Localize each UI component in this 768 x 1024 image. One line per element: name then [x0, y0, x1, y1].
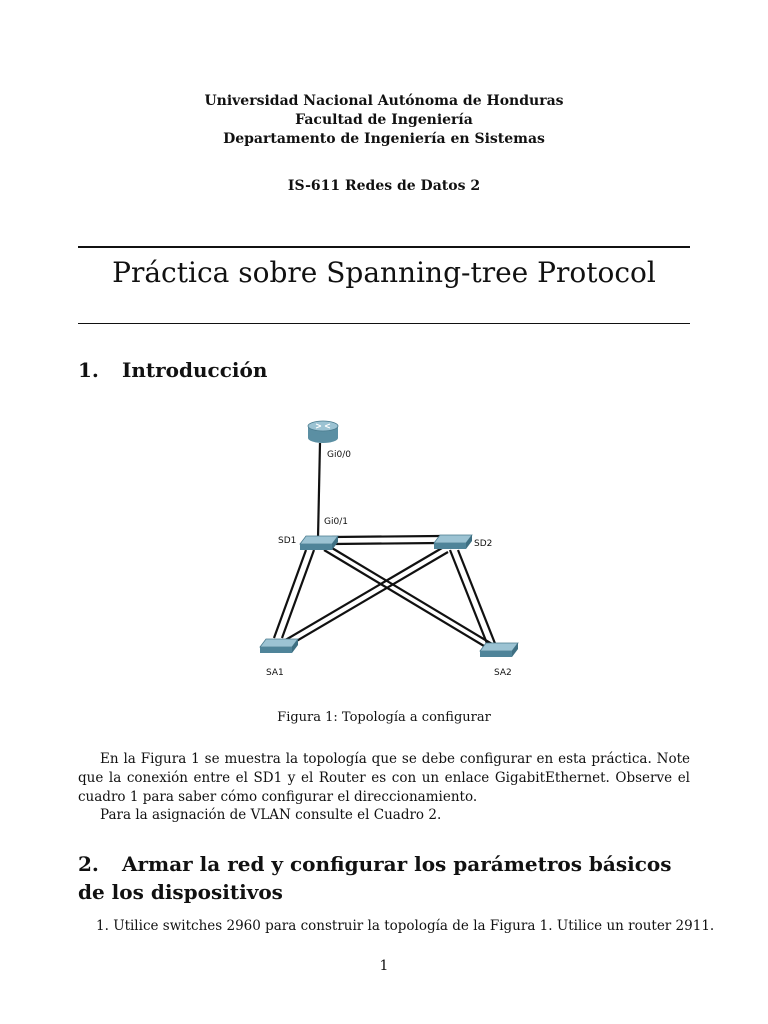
- label-sd1-port: Gi0/1: [324, 517, 348, 527]
- paragraph: Para la asignación de VLAN consulte el Cuadro 2.: [100, 807, 442, 823]
- section-number: 2.: [78, 852, 99, 876]
- label-sd2: SD2: [474, 539, 493, 549]
- switch-sd1-icon: [300, 536, 338, 550]
- ordered-list: [96, 918, 714, 934]
- list-text: Utilice switches 2960 para construir la topología de la Figura 1. Utilice un router 2911.: [113, 918, 715, 934]
- document-header: [0, 92, 768, 149]
- section-number: 1.: [78, 358, 99, 382]
- university-name: Universidad Nacional Autónoma de Honduras: [204, 93, 564, 109]
- list-item: [96, 918, 714, 934]
- label-router-port: Gi0/0: [327, 450, 351, 460]
- switch-sd2-icon: [434, 535, 472, 549]
- title-rule-top: [78, 246, 690, 248]
- router-icon: [308, 421, 338, 443]
- section-armar-red: [78, 850, 698, 906]
- switch-sa1-icon: [260, 639, 298, 653]
- section-title: Armar la red y configurar los parámetros básicos de los dispositivos: [78, 852, 672, 904]
- label-sa1: SA1: [266, 668, 284, 678]
- label-sd1: SD1: [278, 536, 297, 546]
- faculty-name: Facultad de Ingeniería: [295, 112, 473, 128]
- title-rule-bottom: [78, 323, 690, 324]
- section-title: Introducción: [122, 358, 268, 382]
- figure-caption: Figura 1: Topología a configurar: [277, 710, 491, 725]
- topology-figure: [250, 410, 540, 700]
- list-marker: 1.: [96, 918, 109, 934]
- document-title: Práctica sobre Spanning-tree Protocol: [112, 256, 656, 289]
- course-name: IS-611 Redes de Datos 2: [287, 178, 481, 194]
- department-name: Departamento de Ingeniería en Sistemas: [223, 131, 545, 147]
- page-number: 1: [379, 958, 389, 974]
- switch-sa2-icon: [480, 643, 518, 657]
- paragraph: En la Figura 1 se muestra la topología que se debe configurar en esta práctica. Note que la conexión entre el SD1 y el Router es con un enlace GigabitEthernet. Observe el cuadro 1 para saber cómo configurar el direccionamiento.: [78, 751, 690, 805]
- label-sa2: SA2: [494, 668, 512, 678]
- section-introduccion: [78, 358, 267, 382]
